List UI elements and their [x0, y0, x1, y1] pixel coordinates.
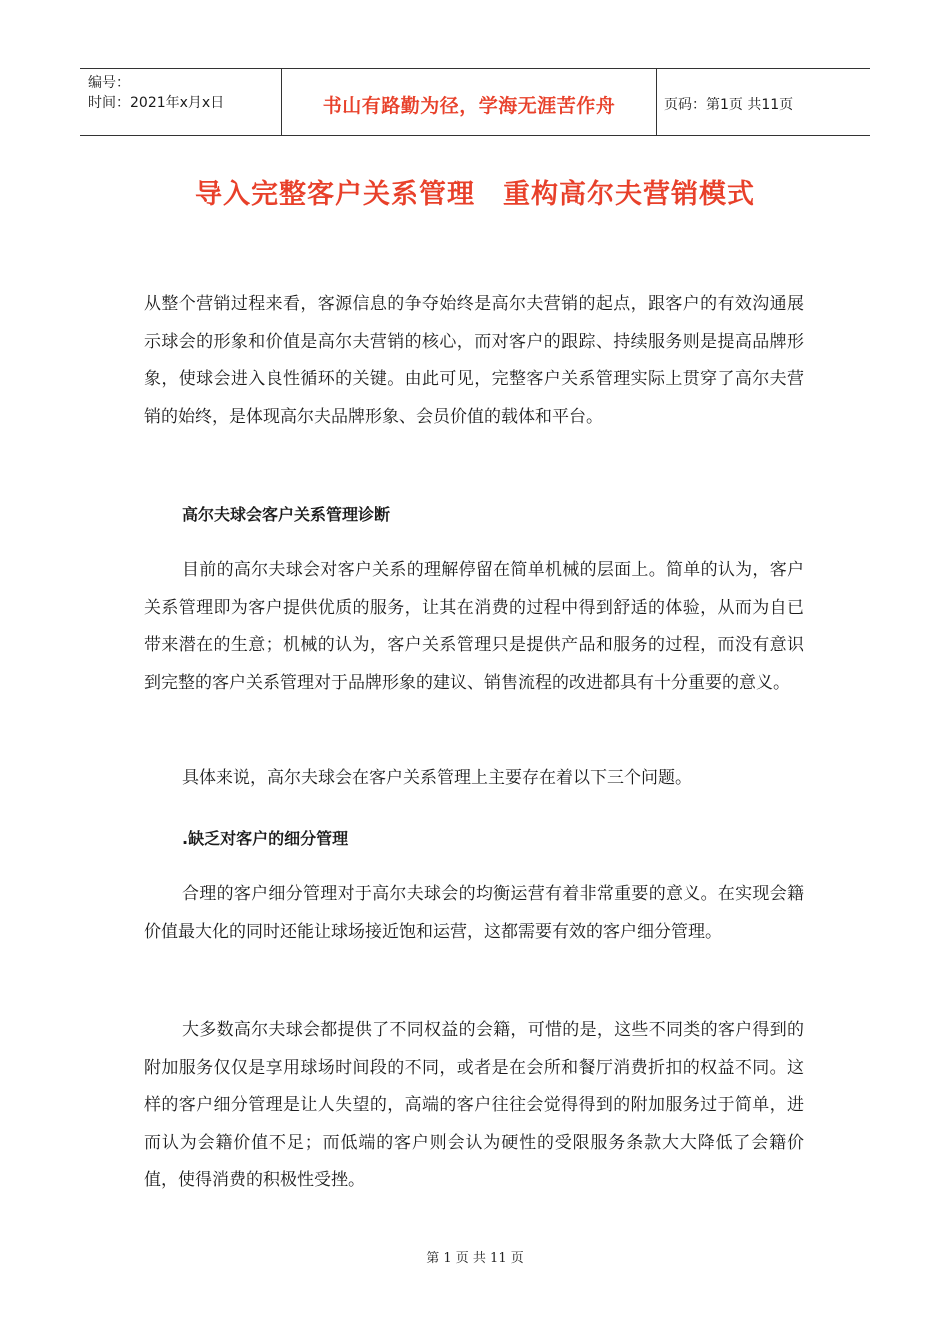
header-page-label: 页码：第1页 共11页	[664, 97, 794, 113]
intro-paragraph: 从整个营销过程来看，客源信息的争夺始终是高尔夫营销的起点，跟客户的有效沟通展示球会的形象和价值是高尔夫营销的核心，而对客户的跟踪、持续服务则是提高品牌形象，使球会进入良性循环的关键。由此可见，完整客户关系管理实际上贯穿了高尔夫营销的始终，是体现高尔夫品牌形象、会员价值的载体和平台。	[144, 294, 804, 427]
page-footer: 第 1 页 共 11 页	[426, 1251, 524, 1266]
header-meta-cell	[80, 69, 282, 135]
paragraph-membership-rights: 大多数高尔夫球会都提供了不同权益的会籍，可惜的是，这些不同类的客户得到的附加服务仅仅是享用球场时间段的不同，或者是在会所和餐厅消费折扣的权益不同。这样的客户细分管理是让人失望的，高端的客户往往会觉得得到的附加服务过于简单，进而认为会籍价值不足；而低端的客户则会认为硬性的受限服务条款大大降低了会籍价值，使得消费的积极性受挫。	[144, 1020, 804, 1190]
paragraph-three-problems: 具体来说，高尔夫球会在客户关系管理上主要存在着以下三个问题。	[182, 768, 692, 788]
section-heading-diagnosis: 高尔夫球会客户关系管理诊断	[182, 505, 391, 524]
time-label: 时间：2021年x月x日	[88, 95, 225, 111]
document-header	[80, 68, 870, 136]
paragraph-diagnosis: 目前的高尔夫球会对客户关系的理解停留在简单机械的层面上。简单的认为，客户关系管理即为客户提供优质的服务，让其在消费的过程中得到舒适的体验，从而为自已带来潜在的生意；机械的认为，客户关系管理只是提供产品和服务的过程，而没有意识到完整的客户关系管理对于品牌形象的建议、销售流程的改进都具有十分重要的意义。	[144, 560, 804, 693]
header-motto: 书山有路勤为径，学海无涯苦作舟	[282, 69, 657, 135]
document-title: 导入完整客户关系管理 重构高尔夫营销模式	[195, 179, 755, 210]
section-heading-segmentation: .缺乏对客户的细分管理	[182, 829, 349, 848]
paragraph-segmentation-importance: 合理的客户细分管理对于高尔夫球会的均衡运营有着非常重要的意义。在实现会籍价值最大化的同时还能让球场接近饱和运营，这都需要有效的客户细分管理。	[144, 884, 804, 942]
number-label: 编号：	[88, 75, 130, 91]
